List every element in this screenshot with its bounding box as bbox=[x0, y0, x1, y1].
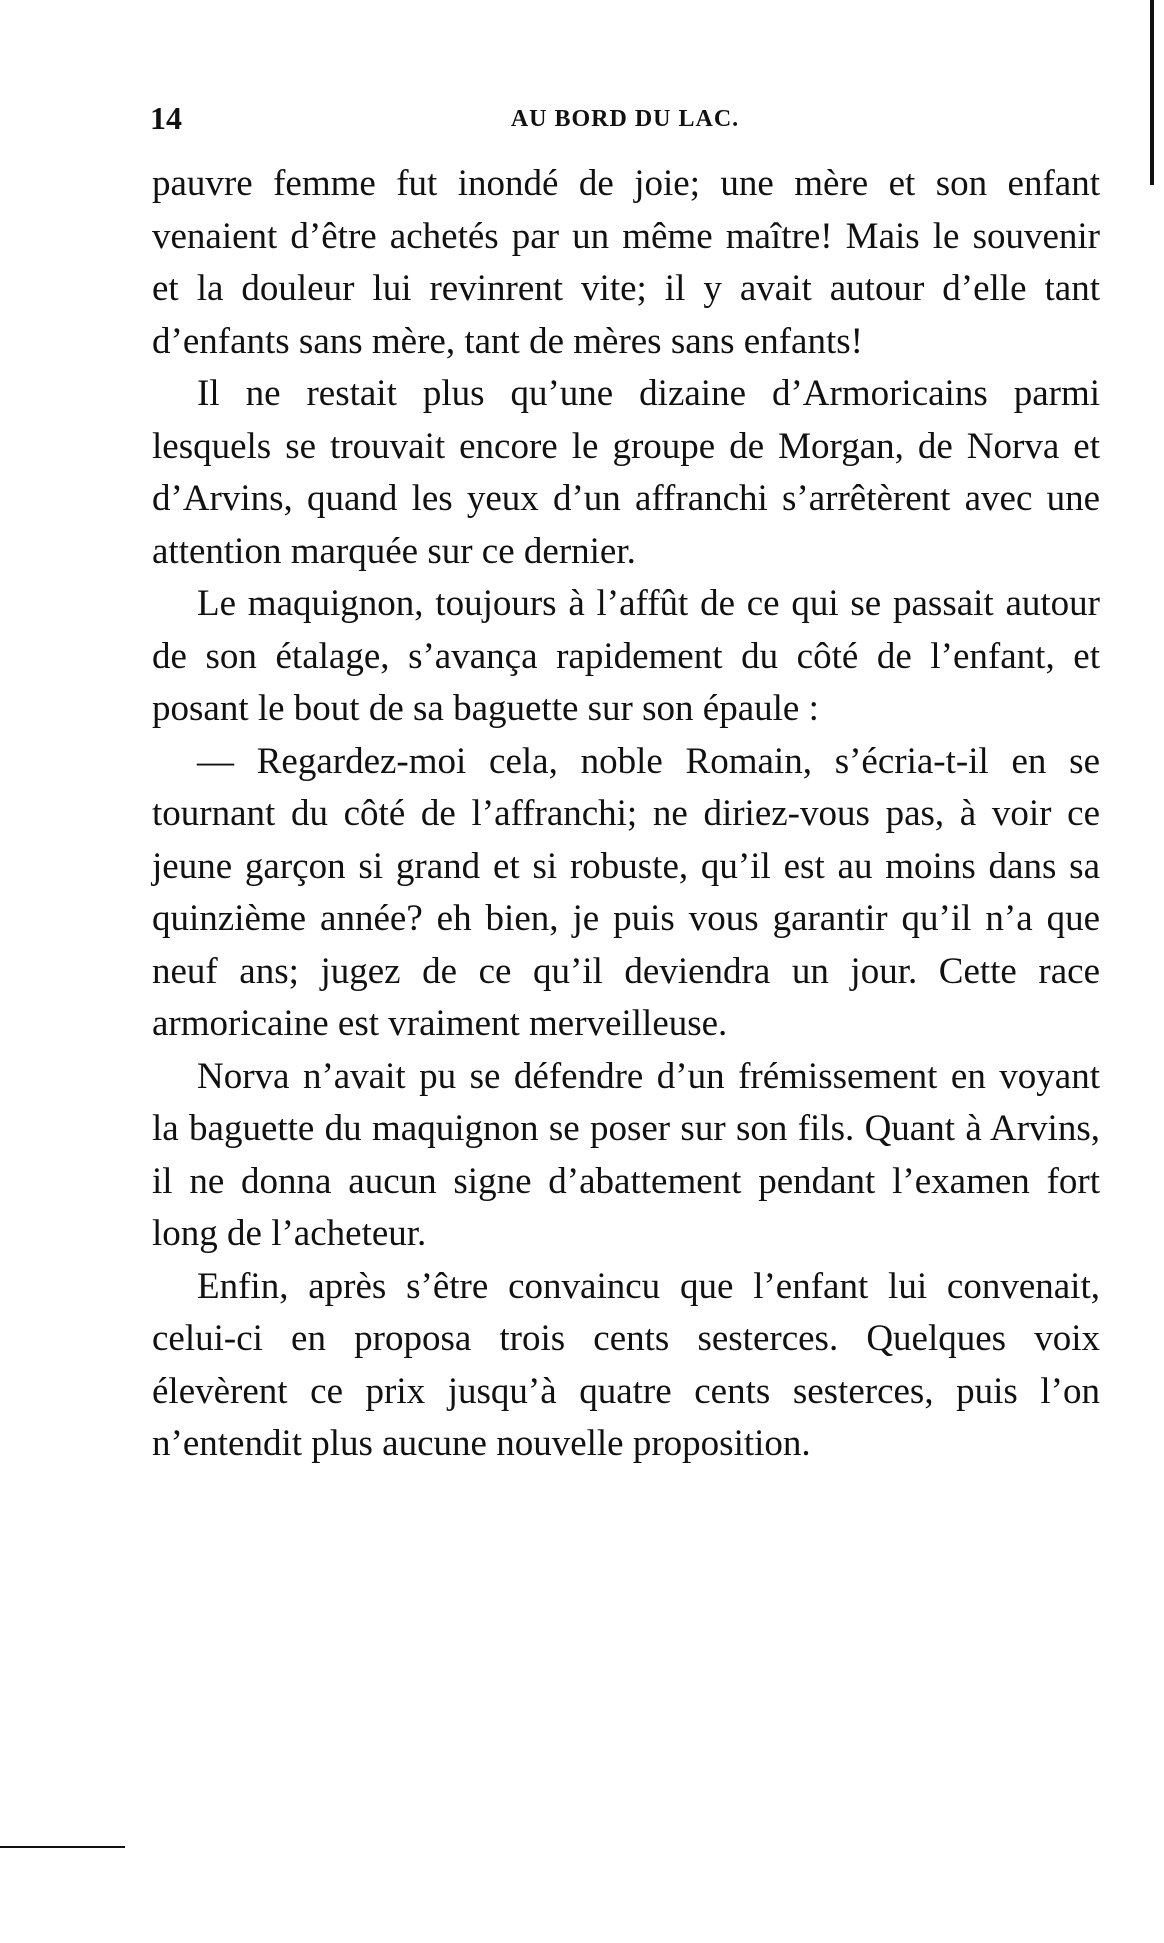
page-header bbox=[150, 100, 1100, 140]
running-title: AU BORD DU LAC. bbox=[510, 106, 740, 132]
paragraph-4: — Regardez-moi cela, noble Romain, s’écria-t-il en se tournant du côté de l’affranchi; ne diriez-vous pas, à voir ce jeune garçon si grand et si robuste, qu’il est au moins dans sa quinzième année? eh bien, je puis vous garantir qu’il n’a que neuf ans; jugez de ce qu’il deviendra un jour. Cette race armoricaine est vraiment merveilleuse. bbox=[152, 740, 1100, 1044]
paragraph-3: Le maquignon, toujours à l’affût de ce qui se passait autour de son étalage, s’avança rapidement du côté de l’enfant, et posant le bout de sa baguette sur son épaule : bbox=[152, 583, 1100, 729]
paragraph-6: Enfin, après s’être convaincu que l’enfant lui convenait, celui-ci en proposa trois cents sesterces. Quelques voix élevèrent ce prix jusqu’à quatre cents sesterces, puis l’on n’entendit plus aucune nouvelle proposition. bbox=[152, 1265, 1100, 1464]
page-edge-line bbox=[1150, 0, 1154, 185]
body-text bbox=[152, 158, 1100, 1471]
paragraph-5: Norva n’avait pu se défendre d’un frémissement en voyant la baguette du maquignon se poser sur son fils. Quant à Arvins, il ne donna aucun signe d’abattement pendant l’examen fort long de l’acheteur. bbox=[152, 1055, 1100, 1254]
paragraph-1: pauvre femme fut inondé de joie; une mère et son enfant venaient d’être achetés par un même maître! Mais le souvenir et la douleur lui revinrent vite; il y avait autour d’elle tant d’enfants sans mère, tant de mères sans enfants! bbox=[152, 163, 1100, 362]
paragraph-2: Il ne restait plus qu’une dizaine d’Armoricains parmi lesquels se trouvait encore le groupe de Morgan, de Norva et d’Arvins, quand les yeux d’un affranchi s’arrêtèrent avec une attention marquée sur ce dernier. bbox=[152, 373, 1100, 572]
page-number: 14 bbox=[150, 100, 182, 136]
corner-rule bbox=[0, 1846, 125, 1848]
